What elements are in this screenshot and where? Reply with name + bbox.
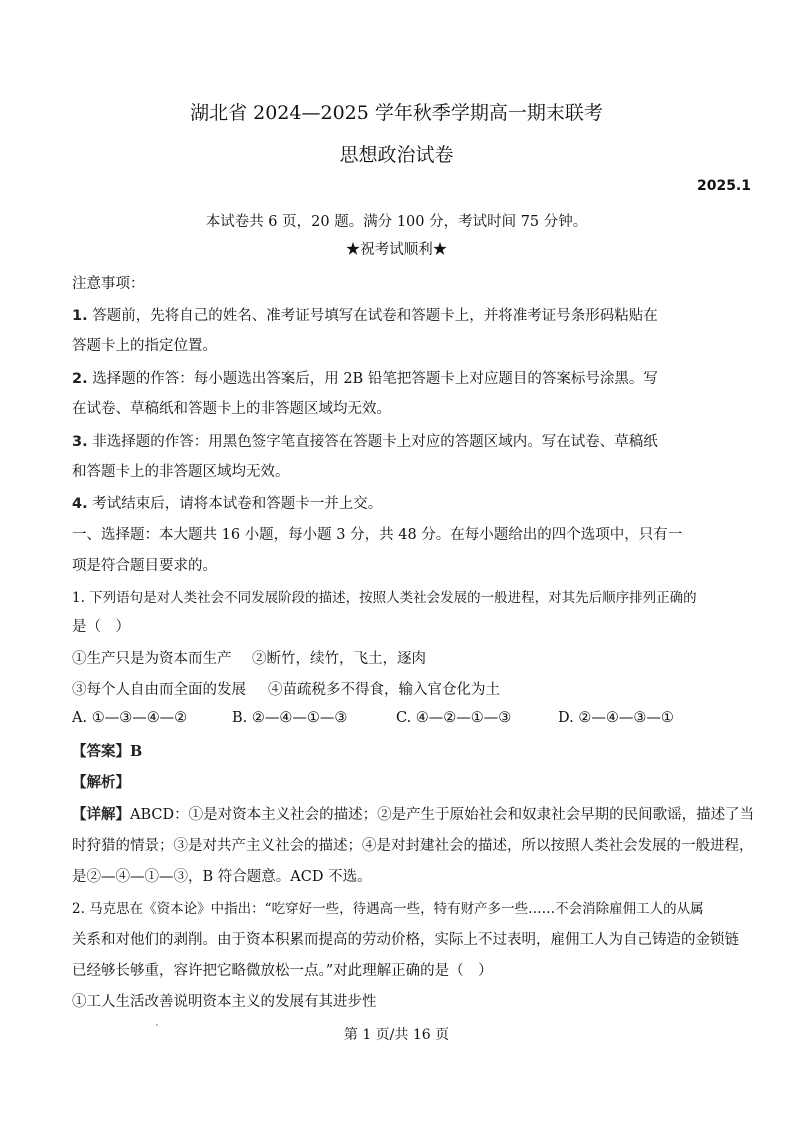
q1-stem-cont: 是（ ） [72, 619, 130, 635]
notice-item-1 [72, 304, 732, 325]
notice-item-2 [72, 367, 732, 388]
exam-subject: 思想政治试卷 [339, 144, 454, 166]
q1-analysis-label: 【解析】 [72, 774, 130, 791]
notice-number: 3. [72, 434, 88, 450]
q1-option-d: D. ②—④—③—① [558, 710, 674, 726]
page-footer: 第 1 页/共 16 页 [343, 1027, 450, 1043]
q1-option-a: A. ①—③—④—② [72, 710, 188, 726]
section-heading-cont: 项是符合题目要求的。 [72, 558, 217, 574]
notice-text: 考试结束后，请将本试卷和答题卡一并上交。 [92, 496, 383, 512]
notice-item-2-cont: 在试卷、草稿纸和答题卡上的非答题区域均无效。 [72, 401, 391, 417]
notice-number: 2. [72, 371, 88, 387]
notice-item-3-cont: 和答题卡上的非答题区域均无效。 [72, 464, 290, 480]
q1-statement: ②断竹，续竹，飞土，逐肉 [252, 651, 426, 667]
q1-option-b: B. ②—④—①—③ [232, 710, 348, 726]
q1-statement: ①生产只是为资本而生产 [72, 651, 232, 667]
q1-stem: 1. 下列语句是对人类社会不同发展阶段的描述，按照人类社会发展的一般进程，对其先后顺序排列正确的 [72, 590, 697, 606]
q1-statements-row1 [72, 647, 732, 668]
q1-detail-text: ABCD：①是对资本主义社会的描述；②是产生于原始社会和奴隶社会早期的民间歌谣，描述了当 [130, 807, 755, 823]
section-heading: 一、选择题：本大题共 16 小题，每小题 3 分，共 48 分。在每小题给出的四个选项中，只有一 [72, 527, 683, 543]
notice-text: 答题前，先将自己的姓名、准考证号填写在试卷和答题卡上，并将准考证号条形码粘贴在 [92, 308, 658, 324]
good-luck-line: ★祝考试顺利★ [345, 242, 448, 258]
notice-item-3 [72, 430, 732, 451]
q1-option-c: C. ④—②—①—③ [396, 710, 512, 726]
q2-stem: 2. 马克思在《资本论》中指出：“吃穿好一些，待遇高一些，特有财产多一些……不会消除雇佣工人的从属 [72, 901, 704, 917]
q1-detail-cont: 时狩猎的情景；③是对共产主义社会的描述；④是对封建社会的描述，所以按照人类社会发展的一般进程， [72, 838, 754, 854]
q1-detail-cont: 是②—④—①—③，B 符合题意。ACD 不选。 [72, 869, 372, 885]
exam-title: 湖北省 2024—2025 学年秋季学期高一期末联考 [190, 102, 603, 124]
q2-stem-cont: 关系和对他们的剥削。由于资本积累而提高的劳动价格，实际上不过表明，雇佣工人为自己铸造的金锁链 [72, 932, 739, 948]
notice-item-4 [72, 492, 732, 513]
q1-statements-row2 [72, 678, 732, 699]
notice-number: 4. [72, 496, 88, 512]
exam-info: 本试卷共 6 页，20 题。满分 100 分，考试时间 75 分钟。 [205, 214, 588, 230]
q1-statement: ③每个人自由而全面的发展 [72, 682, 246, 698]
notice-heading: 注意事项： [72, 276, 145, 292]
q1-answer: 【答案】B [72, 743, 143, 760]
q1-statement: ④苗疏税多不得食，输入官仓化为土 [268, 682, 500, 698]
q1-detail [72, 803, 755, 824]
notice-item-1-cont: 答题卡上的指定位置。 [72, 338, 217, 354]
exam-date: 2025.1 [696, 178, 751, 194]
notice-text: 选择题的作答：每小题选出答案后，用 2B 铅笔把答题卡上对应题目的答案标号涂黑。写 [92, 371, 658, 387]
q2-stem-cont: 已经够长够重，容许把它略微放松一点。”对此理解正确的是（ ） [72, 963, 493, 979]
q2-statement: ①工人生活改善说明资本主义的发展有其进步性 [72, 994, 377, 1010]
notice-text: 非选择题的作答：用黑色签字笔直接答在答题卡上对应的答题区域内。写在试卷、草稿纸 [92, 434, 658, 450]
q1-detail-tag: 【详解】 [72, 806, 130, 823]
notice-number: 1. [72, 308, 88, 324]
